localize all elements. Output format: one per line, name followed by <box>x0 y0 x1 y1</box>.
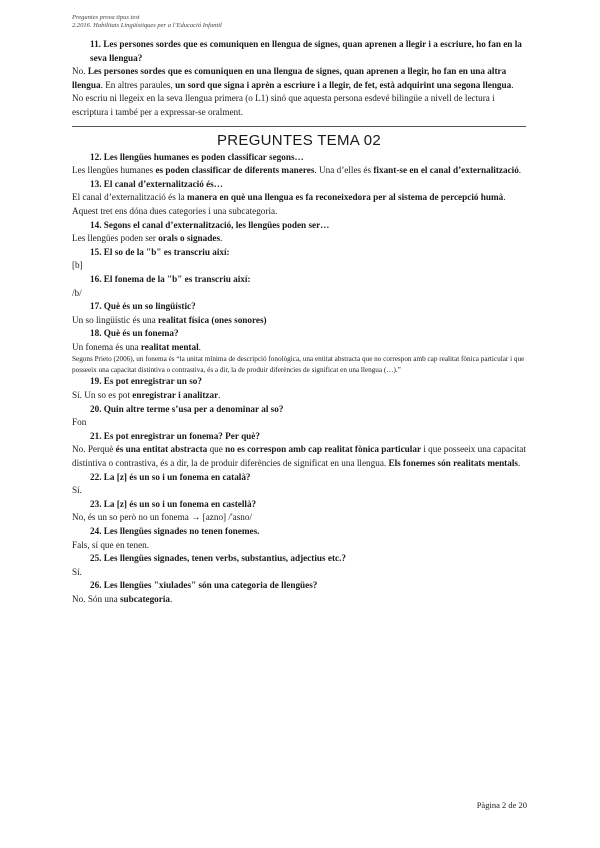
prieto-quote: Segons Prieto (2006), un fonema és “la unitat mínima de descripció fonològica, una entitat abstracta que no correspon amb cap realitat fònica particular i que posseeix una capacitat distintiva o contrastiva, és a dir, la de produir diferències de significat en una llengua (…).” <box>72 355 525 374</box>
header-line-2: 2.2016. Habilitats Lingüístiques per a l’Educació Infantil <box>72 22 222 29</box>
question: 19. Es pot enregistrar un so? <box>90 376 202 387</box>
header-line-1: Preguntes prova tipus test <box>72 14 140 21</box>
answer-text: . <box>220 233 223 244</box>
answer <box>72 389 526 403</box>
document-page <box>72 14 526 607</box>
answer-11-bold: un sord que signa i aprèn a escriure i a llegir, de fet, està adquirint una segona llengua <box>175 79 512 90</box>
question: 26. Les llengües "xiulades" són una categoria de llengües? <box>90 580 318 591</box>
answer-text: El canal d’externalització és la <box>72 192 188 203</box>
answer-11-part: No. <box>72 66 88 77</box>
answer-text: . <box>218 390 221 401</box>
answer <box>72 443 526 470</box>
answer <box>72 314 526 328</box>
answer-11-part: . En altres paraules, <box>100 79 176 90</box>
question: 13. El canal d’externalització és… <box>90 178 223 189</box>
answer <box>72 484 526 498</box>
answer-text: Les llengües humanes <box>72 165 156 176</box>
answer-bold-text: es poden classificar de diferents maneres <box>155 165 315 176</box>
answer <box>72 511 526 525</box>
answer-bold-text: manera en què una llengua es fa reconeixedora per al sistema de percepció humà <box>187 192 504 203</box>
question: 20. Quin altre terme s’usa per a denominar al so? <box>90 403 284 414</box>
question: 22. La [z] és un so i un fonema en català? <box>90 471 251 482</box>
answer-text: No. Són una <box>72 593 120 604</box>
question: 14. Segons el canal d’externalització, les llengües poden ser… <box>90 219 330 230</box>
question: 24. Les llengües signades no tenen fonemes. <box>90 526 260 536</box>
qa-list-2 <box>72 375 526 606</box>
question-11-block <box>72 38 526 120</box>
answer-text: No. Perquè <box>72 444 116 455</box>
answer-bold-text: subcategoria <box>119 593 170 604</box>
question: 12. Les llengües humanes es poden classificar segons… <box>90 151 304 162</box>
answer <box>72 539 526 553</box>
question: 25. Les llengües signades, tenen verbs, substantius, adjectius etc.? <box>90 553 346 564</box>
section-title: PREGUNTES TEMA 02 <box>216 131 382 149</box>
answer <box>72 566 526 580</box>
question: 18. Què és un fonema? <box>90 328 179 339</box>
answer-text: Un fonema és una <box>72 341 141 352</box>
answer-bold-text: Els fonemes són realitats mentals <box>388 458 518 469</box>
answer-text: . Una d’elles és <box>314 165 374 176</box>
answer-bold-text: realitat mental <box>140 341 199 352</box>
question-11: 11. Les persones sordes que es comuniquen en llengua de signes, quan aprenen a llegir i a escriure, ho fan en la seva llengua? <box>90 39 522 63</box>
answer-bold-text: realitat física (ones sonores) <box>158 314 267 325</box>
answer-bold-text: és una entitat abstracta <box>115 444 208 455</box>
answer-text: Fon <box>72 417 87 428</box>
answer-text: . <box>518 165 522 176</box>
answer-text: . <box>517 458 521 469</box>
question: 21. Es pot enregistrar un fonema? Per què? <box>90 430 260 441</box>
page-number: Pàgina 2 de 20 <box>476 800 527 810</box>
answer-text: Sí. Un so es pot <box>72 390 133 401</box>
answer-bold-text: orals o signades <box>158 233 221 244</box>
answer-bold-text: no es correspon amb cap realitat fònica particular <box>225 444 422 455</box>
answer-text: /b/ <box>72 287 82 298</box>
answer <box>72 593 526 607</box>
question: 15. El so de la "b" es transcriu així: <box>90 246 230 257</box>
answer <box>72 191 526 218</box>
answer-text: Un so lingüístic és una <box>72 314 158 325</box>
qa-list-1 <box>72 151 526 355</box>
answer <box>72 287 526 301</box>
question: 23. La [z] és un so i un fonema en castellà? <box>90 498 257 509</box>
question: 17. Què és un so lingüístic? <box>90 301 196 312</box>
answer-text: que <box>207 444 226 455</box>
answer-11 <box>72 65 526 119</box>
answer <box>72 232 526 246</box>
answer-text: . <box>198 341 201 352</box>
answer-bold-text: enregistrar i analitzar <box>132 390 219 401</box>
answer <box>72 416 526 430</box>
section-divider <box>72 126 526 127</box>
answer-text: Fals, sí que en tenen. <box>72 539 150 550</box>
answer-text: Sí. <box>72 566 82 577</box>
answer <box>72 259 526 273</box>
answer <box>72 341 526 355</box>
running-header <box>72 14 526 30</box>
answer-11-bold: Les persones sordes que es comuniquen en una llengua de signes, quan aprenen a llegir, ho fan en una altra llengua <box>72 66 507 90</box>
answer-text: No, és un so però no un fonema → [azno] /'asno/ <box>72 512 253 523</box>
answer-11-part: . No escriu ni llegeix en la seva llengua primera (o L1) sinó que aquesta persona esdevé bilingüe a nivell de lectura i escriptura i també per a expressar-se oralment. <box>72 79 514 117</box>
answer-text: . Aquest tret ens dóna dues categories i una subcategoria. <box>72 192 506 216</box>
answer-text: i que posseeix una capacitat distintiva o contrastiva, és a dir, la de produir diferències de significat en una llengua. <box>72 444 526 469</box>
answer-text: . <box>170 593 173 604</box>
answer <box>72 164 526 178</box>
answer-text: Sí. <box>72 485 82 496</box>
answer-text: [b] <box>72 260 83 271</box>
answer-text: Les llengües poden ser <box>72 233 159 244</box>
answer-bold-text: fixant-se en el canal d’externalització <box>373 165 519 176</box>
question: 16. El fonema de la "b" es transcriu així: <box>90 273 251 284</box>
